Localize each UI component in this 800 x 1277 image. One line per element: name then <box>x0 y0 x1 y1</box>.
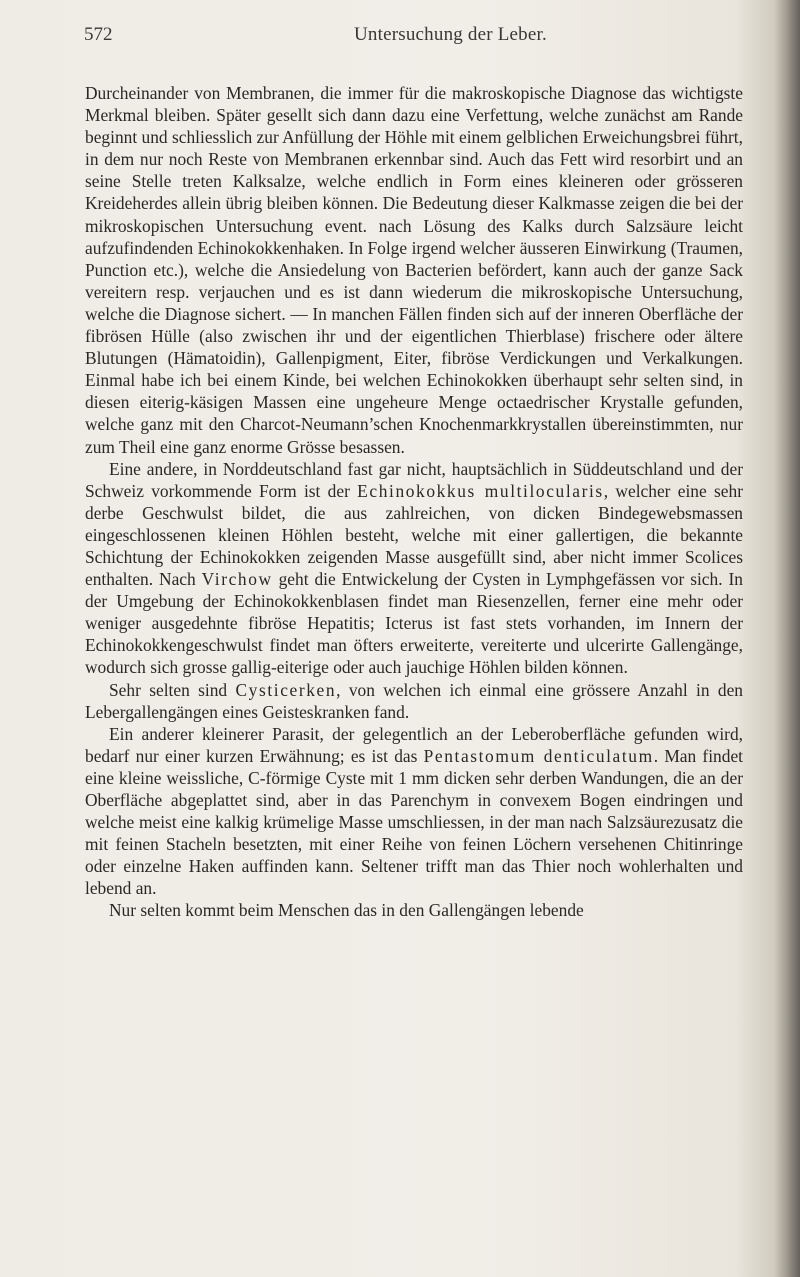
text-run: Durcheinander von Membranen, die immer für die makroskopische Diagnose das wichtigste Merkmal bleiben. Später gesellt sich dann dazu eine Verfettung, welche zunächst am Rande beginnt und schliesslich zur Anfüllung der Höhle mit einem gelblichen Erweichungsbrei führt, in dem nur noch Reste von Membranen erkennbar sind. Auch das Fett wird resorbirt und an seine Stelle treten Kalksalze, welche endlich in Form eines kleineren oder grösseren Kreideherdes allein übrig bleiben können. Die Bedeutung dieser Kalkmasse zeigen die bei der mikroskopischen Untersuchung event. nach Lösung des Kalks durch Salzsäure leicht aufzufindenden Echinokokkenhaken. In Folge irgend welcher äusseren Einwirkung (Traumen, Punction etc.), welche die Ansiedelung von Bacterien befördert, kann auch der ganze Sack vereitern resp. verjauchen und es ist dann wiederum die mikroskopische Untersuchung, welche die Diagnose sichert. — In manchen Fällen finden sich auf der inneren Oberfläche der fibrösen Hülle (also zwischen ihr und der eigentlichen Thierblase) frischere oder ältere Blutungen (Hämatoidin), Gallenpigment, Eiter, fibröse Verdickungen und Verkalkungen. Einmal habe ich bei einem Kinde, bei welchen Echinokokken überhaupt sehr selten sind, in diesen eiterig-käsigen Massen eine ungeheure Menge octaedrischer Krystalle gefunden, welche ganz mit den Charcot-Neumann’schen Knochenmarkkrystallen übereinstimmten, nur zum Theil eine ganz enorme Grösse besassen. <box>85 83 743 457</box>
text-run: . Man findet eine kleine weissliche, C-förmige Cyste mit 1 mm dicken sehr derben Wandungen, die an der Oberfläche abgeplattet sind, aber in das Parenchym in convexem Bogen eindringen und welche meist eine kalkig krümelige Masse umschliessen, in der man nach Salzsäurezusatz die mit feinen Stacheln besetzten, mit einer Reihe von feinen Löchern versehenen Chitinringe oder einzelne Haken auffinden kann. Seltener trifft man das Thier noch wohlerhalten und lebend an. <box>85 745 743 899</box>
paragraph-1 <box>85 82 743 458</box>
paragraph-2 <box>85 458 743 679</box>
text-run: Eine andere, in Norddeutschland fast gar nicht, hauptsächlich in Süddeutschland und der Schweiz vorkommende Form ist der <box>85 458 743 501</box>
text-run: Nur selten kommt beim Menschen das in den Gallengängen lebende <box>109 900 584 921</box>
text-run: Sehr selten sind <box>109 679 236 700</box>
text-run: Ein anderer kleinerer Parasit, der gelegentlich an der Leberoberfläche gefunden wird, bedarf nur einer kurzen Erwähnung; es ist das <box>85 723 743 766</box>
page-number: 572 <box>84 24 113 45</box>
spaced-term: Cysticerken <box>235 679 337 700</box>
paragraph-3 <box>85 679 743 723</box>
paragraph-5 <box>85 899 743 921</box>
body-text <box>85 82 743 922</box>
running-title: Untersuchung der Leber. <box>354 24 547 45</box>
spaced-term: Pentastomum denticulatum <box>423 745 654 766</box>
page-edge-shadow <box>774 0 800 1277</box>
text-run: , welcher eine sehr derbe Geschwulst bildet, die aus zahlreichen, von dicken Bindegewebsmassen eingeschlossenen kleinen Höhlen besteht, welche mit einer gallertigen, die bekannte Schichtung der Echinokokken zeigenden Masse ausgefüllt sind, aber nicht immer Scolices enthalten. Nach <box>85 480 743 590</box>
spaced-term: Echinokokkus multilocularis <box>357 480 604 501</box>
text-run: geht die Entwickelung der Cysten in Lymphgefässen vor sich. In der Umgebung der Echinokokkenblasen findet man Riesenzellen, ferner eine mehr oder weniger ausgedehnte fibröse Hepatitis; Icterus ist fast stets vorhanden, im Innern der Echinokokkengeschwulst findet man öfters erweiterte, vereiterte und ulcerirte Gallengänge, wodurch sich grosse gallig-eiterige oder auch jauchige Höhlen bilden können. <box>85 569 743 678</box>
spaced-author-name: Virchow <box>201 569 273 590</box>
text-run: , von welchen ich einmal eine grössere Anzahl in den Lebergallengängen eines Geisteskranken fand. <box>85 679 743 722</box>
paragraph-4 <box>85 723 743 900</box>
page-header <box>84 20 744 50</box>
